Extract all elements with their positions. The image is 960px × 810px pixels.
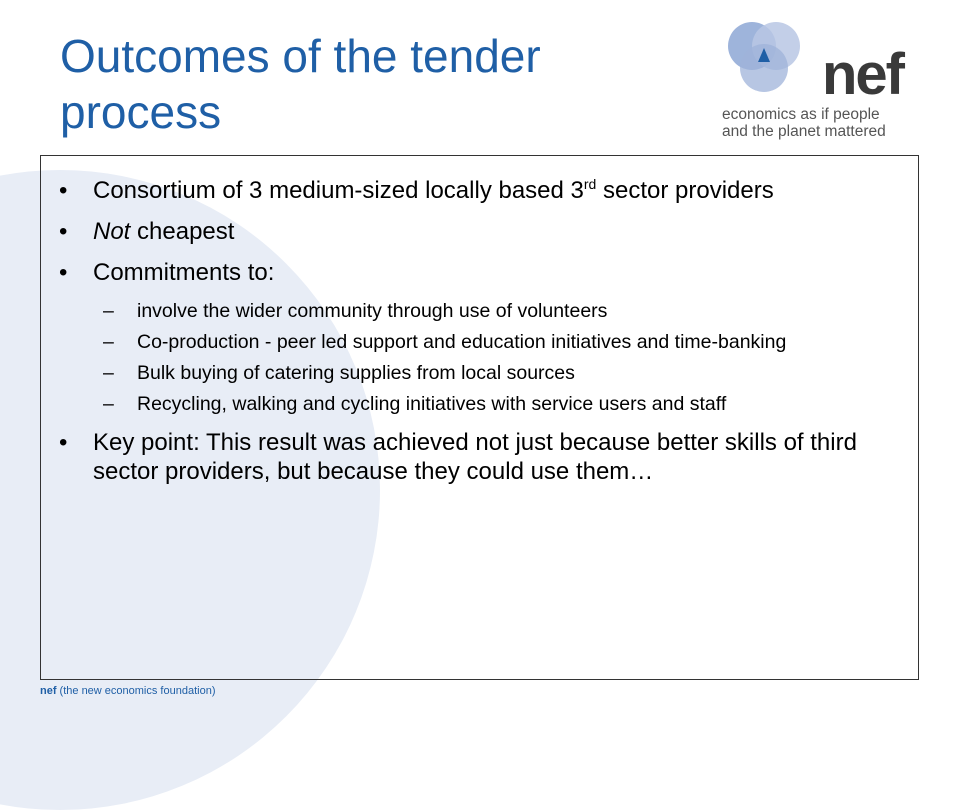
dash-icon: –: [103, 362, 114, 384]
logo-circles-icon: [714, 18, 824, 113]
tagline-line: economics as if people: [722, 106, 880, 123]
sub-bullet-item: [41, 361, 871, 385]
nef-logo: [714, 18, 924, 148]
bullet-list: [41, 176, 871, 498]
bullet-item: [41, 176, 871, 205]
sub-bullet-item: [41, 299, 871, 323]
slide-title: [60, 28, 680, 140]
emphasis-text: Not: [93, 218, 131, 245]
footer-brand: nef: [40, 685, 57, 697]
dash-icon: –: [103, 300, 114, 322]
logo-wordmark: nef: [822, 42, 903, 107]
bullet-item: [41, 258, 871, 287]
bullet-text: sector providers: [596, 177, 774, 204]
title-line: Outcomes of the tender: [60, 30, 541, 82]
sub-bullet-item: [41, 330, 871, 354]
bullet-text: Key point: This result was achieved not just because better skills of third sector providers, but because they could use them…: [93, 429, 857, 485]
bullet-icon: •: [59, 177, 68, 204]
bullet-icon: •: [59, 218, 68, 245]
sub-bullet-item: [41, 392, 871, 416]
dash-icon: –: [103, 393, 114, 415]
footer: [40, 685, 215, 697]
sub-bullet-text: involve the wider community through use of volunteers: [137, 300, 608, 322]
sub-bullet-text: Co-production - peer led support and education initiatives and time-banking: [137, 331, 787, 353]
bullet-icon: •: [59, 259, 68, 286]
bullet-text: Commitments to:: [93, 259, 275, 286]
bullet-item: [41, 428, 871, 486]
ordinal-suffix: rd: [583, 176, 597, 192]
bullet-text: Consortium of 3 medium-sized locally based 3: [93, 177, 584, 204]
logo-tagline: [722, 106, 927, 140]
sub-bullet-text: Bulk buying of catering supplies from local sources: [137, 362, 575, 384]
sub-bullet-text: Recycling, walking and cycling initiatives with service users and staff: [137, 393, 727, 415]
bullet-item: [41, 217, 871, 246]
bullet-icon: •: [59, 429, 68, 456]
content-box: [40, 155, 919, 680]
tagline-line: and the planet mattered: [722, 123, 886, 140]
title-line: process: [60, 86, 222, 138]
dash-icon: –: [103, 331, 114, 353]
bullet-text: cheapest: [130, 218, 235, 245]
footer-text: (the new economics foundation): [56, 685, 216, 697]
